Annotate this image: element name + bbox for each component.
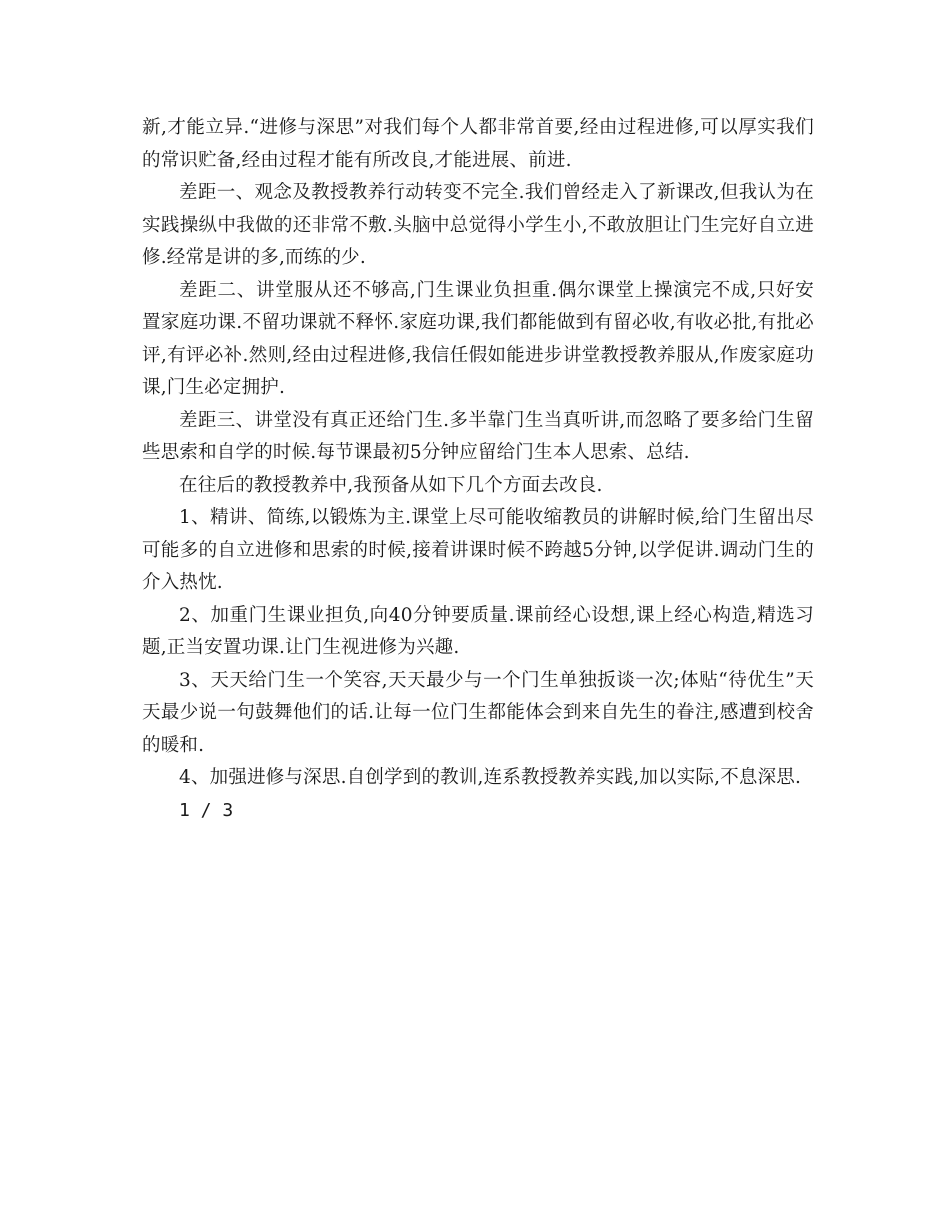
paragraph-item-4: 4、加强进修与深思.自创学到的教训,连系教授教养实践,加以实际,不息深思. [179, 767, 802, 788]
paragraph-item-3: 3、天天给门生一个笑容,天天最少与一个门生单独扳谈一次;体贴“待优生”天天最少说一句鼓舞他们的话.让每一位门生都能体会到来自先生的眷注,感遭到校舍的暖和. [142, 669, 814, 756]
paragraph-gap-two: 差距二、讲堂服从还不够高,门生课业负担重.偶尔课堂上操演完不成,只好安置家庭功课.不留功课就不释怀.家庭功课,我们都能做到有留必收,有收必批,有批必评,有评必补.然则,经由过程进修,我信任假如能进步讲堂教授教养服从,作废家庭功课,门生必定拥护. [142, 279, 814, 398]
paragraph-intro-continuation: 新,才能立异.“进修与深思”对我们每个人都非常首要,经由过程进修,可以厚实我们的常识贮备,经由过程才能有所改良,才能进展、前进. [142, 117, 814, 171]
paragraph-improvement-intro: 在往后的教授教养中,我预备从如下几个方面去改良. [179, 474, 603, 496]
paragraph-item-1: 1、精讲、简练,以锻炼为主.课堂上尽可能收缩教员的讲解时候,给门生留出尽可能多的自立进修和思索的时候,接着讲课时候不跨越5分钟,以学促讲.调动门生的介入热忱. [142, 507, 814, 593]
page-number: 1 / 3 [179, 799, 234, 821]
paragraph-item-2: 2、加重门生课业担负,向40分钟要质量.课前经心设想,课上经心构造,精选习题,正当安置功课.让门生视进修为兴趣. [142, 604, 814, 658]
paragraph-gap-one: 差距一、观念及教授教养行动转变不完全.我们曾经走入了新课改,但我认为在实践操纵中我做的还非常不敷.头脑中总觉得小学生小,不敢放胆让门生完好自立进修.经常是讲的多,而练的少. [142, 182, 814, 268]
paragraph-gap-three: 差距三、讲堂没有真正还给门生.多半靠门生当真听讲,而忽略了要多给门生留些思索和自学的时候.每节课最初5分钟应留给门生本人思索、总结. [142, 409, 814, 463]
document-page [142, 112, 814, 827]
